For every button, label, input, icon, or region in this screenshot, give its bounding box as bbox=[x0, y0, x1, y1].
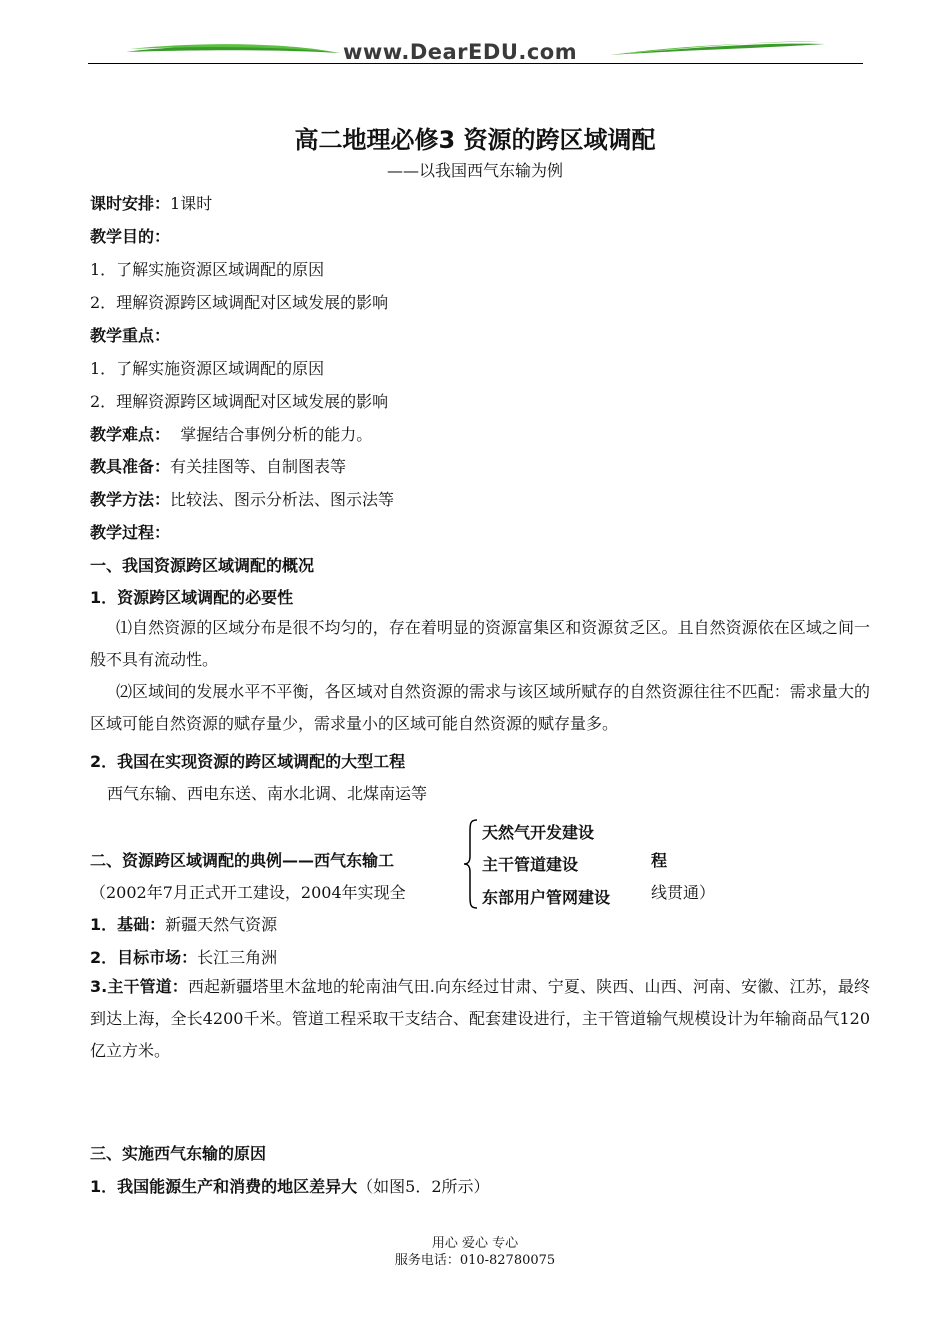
project-item: 天然气开发建设 bbox=[482, 823, 595, 842]
section-1-1-paragraph-1: ⑴自然资源的区域分布是很不均匀的，存在着明显的资源富集区和资源贫乏区。且自然资源依在区域之间一般不具有流动性。 bbox=[90, 618, 870, 669]
methods-label: 教学方法： bbox=[90, 490, 171, 509]
logo-text: www.DearEDU.com bbox=[343, 40, 578, 64]
schedule-line bbox=[90, 191, 212, 214]
market-label: 2．目标市场： bbox=[90, 948, 198, 967]
basis-value: 新疆天然气资源 bbox=[165, 915, 278, 934]
tools-line bbox=[90, 454, 346, 477]
project-item: 东部用户管网建设 bbox=[482, 888, 611, 907]
pipeline-label: 3.主干管道： bbox=[90, 977, 188, 996]
section-3-1-note: （如图5．2所示） bbox=[357, 1177, 490, 1196]
market-value: 长江三角洲 bbox=[197, 948, 278, 967]
section-1-2-heading: 2．我国在实现资源的跨区域调配的大型工程 bbox=[90, 752, 406, 771]
section-1-1-heading: 1．资源跨区域调配的必要性 bbox=[90, 588, 294, 607]
footer-phone: 服务电话：010-82780075 bbox=[394, 1253, 556, 1268]
section-2-note-end: 线贯通） bbox=[651, 883, 716, 902]
section-1-1-paragraph-2: ⑵区域间的发展水平不平衡，各区域对自然资源的需求与该区域所赋存的自然资源往往不匹配：需求量大的区域可能自然资源的赋存量少，需求量小的区域可能自然资源的赋存量多。 bbox=[90, 682, 870, 733]
schedule-label: 课时安排： bbox=[90, 194, 171, 213]
methods-line bbox=[90, 487, 394, 510]
page-subtitle: ——以我国西气东输为例 bbox=[386, 161, 563, 180]
schedule-value: 1课时 bbox=[170, 194, 213, 213]
section-3-1-heading: 1．我国能源生产和消费的地区差异大 bbox=[90, 1177, 358, 1196]
brace-graphic bbox=[461, 818, 481, 910]
goals-label: 教学目的： bbox=[90, 227, 171, 246]
section-3-1-line bbox=[90, 1174, 490, 1197]
tools-label: 教具准备： bbox=[90, 457, 171, 476]
key-points-label: 教学重点： bbox=[90, 326, 171, 345]
key-point-item: 2．理解资源跨区域调配对区域发展的影响 bbox=[90, 392, 389, 411]
section-3-heading: 三、实施西气东输的原因 bbox=[90, 1144, 267, 1163]
market-line bbox=[90, 945, 277, 968]
section-2-note: （2002年7月正式开工建设，2004年实现全 bbox=[90, 883, 406, 902]
tools-value: 有关挂图等、自制图表等 bbox=[170, 457, 347, 476]
process-label: 教学过程： bbox=[90, 523, 171, 542]
header-divider bbox=[88, 63, 863, 64]
goal-item: 2．理解资源跨区域调配对区域发展的影响 bbox=[90, 293, 389, 312]
key-point-item: 1．了解实施资源区域调配的原因 bbox=[90, 359, 325, 378]
section-1-heading: 一、我国资源跨区域调配的概况 bbox=[90, 556, 315, 575]
difficulty-label: 教学难点： bbox=[90, 425, 171, 444]
basis-label: 1．基础： bbox=[90, 915, 166, 934]
difficulty-value: 掌握结合事例分析的能力。 bbox=[170, 425, 373, 444]
pipeline-paragraph bbox=[90, 971, 870, 1067]
section-1-2-text: 西气东输、西电东送、南水北调、北煤南运等 bbox=[107, 784, 428, 803]
project-item: 主干管道建设 bbox=[482, 855, 579, 874]
goal-item: 1．了解实施资源区域调配的原因 bbox=[90, 260, 325, 279]
pipeline-value: 西起新疆塔里木盆地的轮南油气田.向东经过甘肃、宁夏、陕西、山西、河南、安徽、江苏，最终到达上海，全长4200千米。管道工程采取干支结合、配套建设进行，主干管道输气规模设计为年输商品气120亿立方米。 bbox=[90, 977, 871, 1060]
section-2-heading-end: 程 bbox=[651, 851, 668, 870]
difficulty-line bbox=[90, 422, 372, 445]
section-2-heading: 二、资源跨区域调配的典例——西气东输工 bbox=[90, 851, 395, 870]
page-title: 高二地理必修3 资源的跨区域调配 bbox=[294, 126, 656, 154]
basis-line bbox=[90, 912, 277, 935]
methods-value: 比较法、图示分析法、图示法等 bbox=[170, 490, 395, 509]
footer-slogan: 用心 爱心 专心 bbox=[431, 1236, 519, 1251]
